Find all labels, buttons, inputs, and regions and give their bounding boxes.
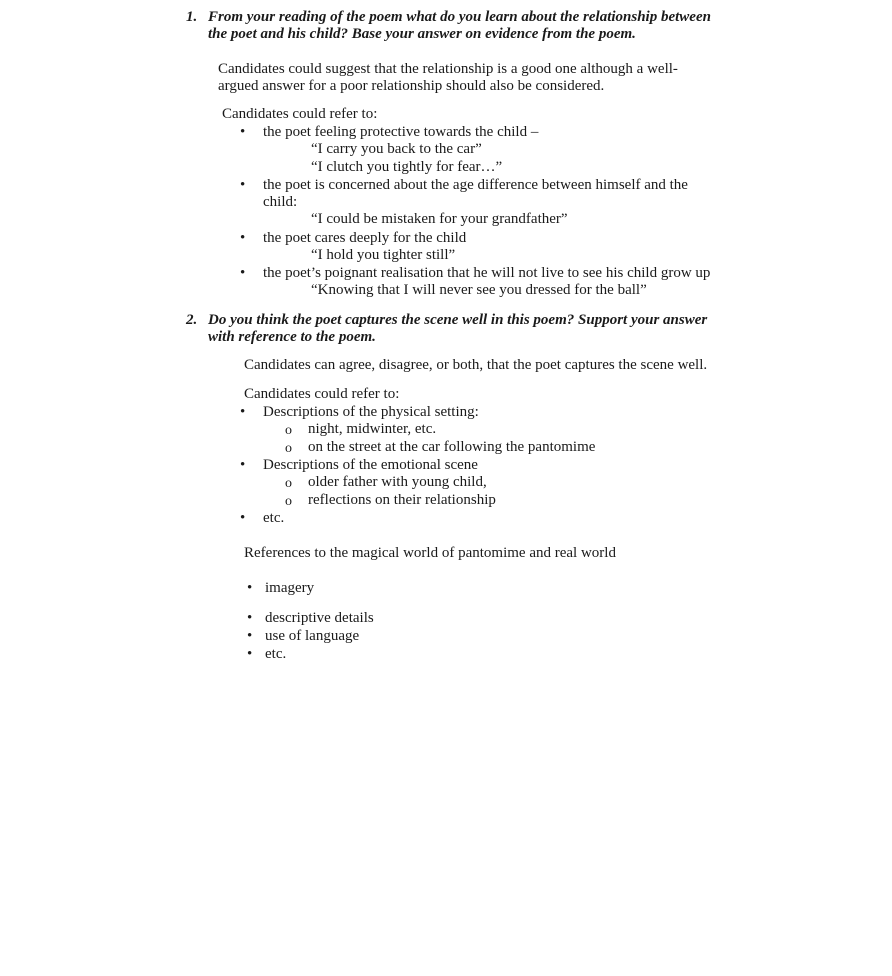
q2-bullet-2: Descriptions of the emotional scene bbox=[263, 457, 478, 473]
q1-refer-heading: Candidates could refer to: bbox=[222, 106, 378, 122]
bullet-icon bbox=[247, 628, 252, 646]
q1-bullet-4: the poet’s poignant realisation that he will not live to see his child grow up bbox=[263, 265, 711, 281]
sub-bullet-icon bbox=[285, 422, 292, 440]
bullet-icon bbox=[240, 265, 245, 283]
q2-bullet-1-sub-2: on the street at the car following the pantomime bbox=[308, 439, 596, 455]
q1-bullet-3-quote: “I hold you tighter still” bbox=[311, 247, 456, 263]
question-1-text-line-2: the poet and his child? Base your answer on evidence from the poem. bbox=[208, 26, 636, 42]
sub-bullet-icon bbox=[285, 440, 292, 458]
bullet-icon bbox=[247, 646, 252, 664]
bullet-icon bbox=[240, 177, 245, 195]
q1-bullet-1: the poet feeling protective towards the child – bbox=[263, 124, 539, 140]
bullet-icon bbox=[240, 510, 245, 528]
question-2-text-line-2: with reference to the poem. bbox=[208, 329, 376, 345]
q2-intro: Candidates can agree, disagree, or both, that the poet captures the scene well. bbox=[244, 357, 708, 373]
q2-references-line: References to the magical world of pantomime and real world bbox=[244, 545, 616, 561]
q1-bullet-1-quote-1: “I carry you back to the car” bbox=[311, 141, 482, 157]
q1-bullet-2-quote: “I could be mistaken for your grandfather” bbox=[311, 211, 568, 227]
q1-intro-line-2: argued answer for a poor relationship should also be considered. bbox=[218, 78, 605, 94]
bullet-icon bbox=[240, 404, 245, 422]
q1-bullet-3: the poet cares deeply for the child bbox=[263, 230, 467, 246]
q1-bullet-2-line-1: the poet is concerned about the age difference between himself and the bbox=[263, 177, 688, 193]
question-1-number: 1. bbox=[186, 9, 198, 25]
sub-bullet-icon bbox=[285, 475, 292, 493]
bullet-icon bbox=[240, 457, 245, 475]
q2-list-item-etc: etc. bbox=[265, 646, 287, 662]
q2-bullet-3: etc. bbox=[263, 510, 285, 526]
bullet-icon bbox=[240, 230, 245, 248]
q1-bullet-4-quote: “Knowing that I will never see you dressed for the ball” bbox=[311, 282, 647, 298]
question-2-number: 2. bbox=[186, 312, 198, 328]
bullet-icon bbox=[247, 610, 252, 628]
bullet-icon bbox=[240, 124, 245, 142]
q2-list-item-use-of-language: use of language bbox=[265, 628, 360, 644]
q2-bullet-2-sub-2: reflections on their relationship bbox=[308, 492, 496, 508]
bullet-icon bbox=[247, 580, 252, 598]
question-2-text-line-1: Do you think the poet captures the scene well in this poem? Support your answer bbox=[208, 312, 708, 328]
q2-list-item-descriptive-details: descriptive details bbox=[265, 610, 374, 626]
q1-bullet-1-quote-2: “I clutch you tightly for fear…” bbox=[311, 159, 503, 175]
q2-refer-heading: Candidates could refer to: bbox=[244, 386, 400, 402]
q2-bullet-1-sub-1: night, midwinter, etc. bbox=[308, 421, 437, 437]
question-1-text-line-1: From your reading of the poem what do you learn about the relationship between bbox=[208, 9, 711, 25]
q2-bullet-2-sub-1: older father with young child, bbox=[308, 474, 487, 490]
q2-bullet-1: Descriptions of the physical setting: bbox=[263, 404, 479, 420]
q1-bullet-2-line-2: child: bbox=[263, 194, 298, 210]
q2-list-item-imagery: imagery bbox=[265, 580, 315, 596]
q1-intro-line-1: Candidates could suggest that the relationship is a good one although a well- bbox=[218, 61, 678, 77]
sub-bullet-icon bbox=[285, 493, 292, 511]
